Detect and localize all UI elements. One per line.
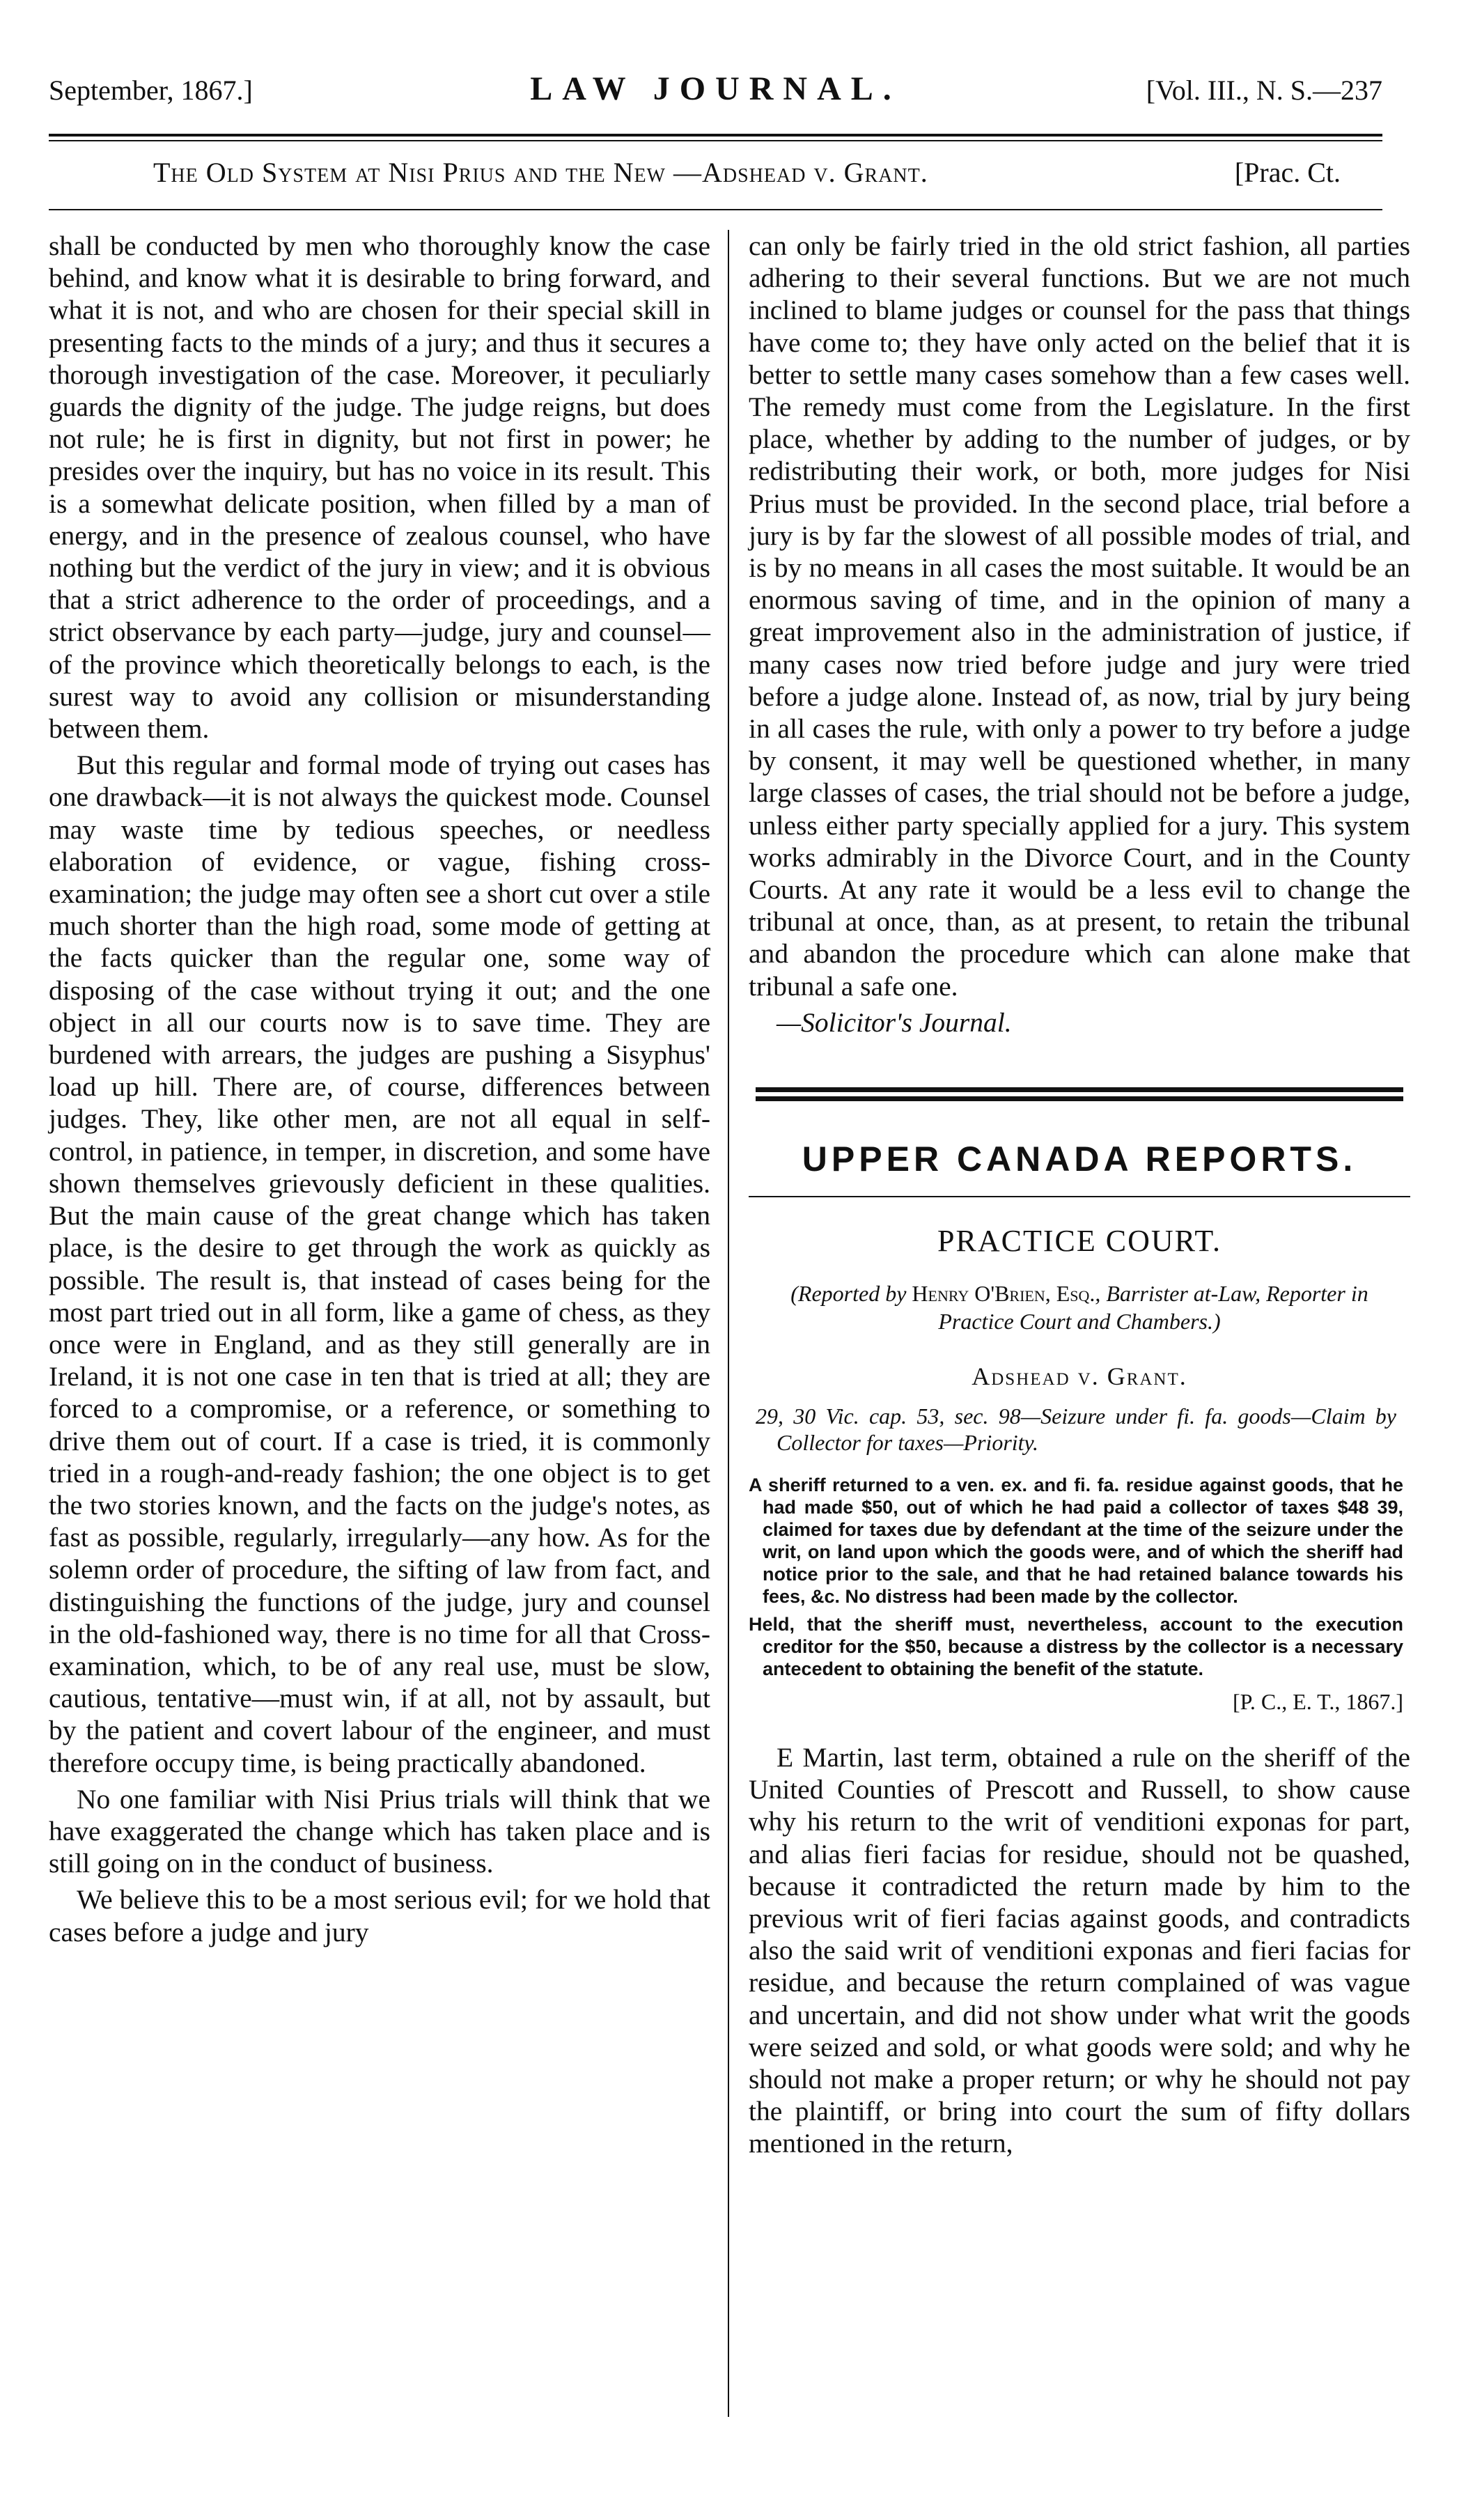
reporter-credit — [763, 1280, 1396, 1335]
statute-headnote: 29, 30 Vic. cap. 53, sec. 98—Seizure under fi. fa. goods—Claim by Collector for taxes—Priority. — [756, 1403, 1396, 1455]
headnote-held: Held, that the sheriff must, nevertheless, account to the execution creditor for the $50, because a distress by the collector is a necessary antecedent to obtaining the benefit of the statute. — [749, 1613, 1403, 1679]
left-paragraph: shall be conducted by men who thoroughly know the case behind, and know what it is desirable to bring forward, and what it is not, and who are chosen for their special skill in presenting facts to the minds of a jury; and thus it secures a thorough investigation of the case. Moreover, it peculiarly guards the dignity of the judge. The judge reigns, but does not rule; he is first in dignity, but not first in power; he presides over the inquiry, but has no voice in its result. This is a somewhat delicate position, when filled by a man of energy, and in the presence of zealous counsel, who have nothing but the verdict of the jury in view; and it is obvious that a strict adherence to the order of proceedings, and a strict observance by each party—judge, jury and counsel—of the province which theoretically belongs to each, is the surest way to avoid any collision or misunderstanding between them. — [49, 231, 710, 745]
header-date: September, 1867.] — [49, 75, 253, 106]
left-paragraph: We believe this to be a most serious evil; for we hold that cases before a judge and jury — [49, 1884, 710, 1947]
right-column — [749, 230, 1410, 2164]
case-citation: [P. C., E. T., 1867.] — [1232, 1688, 1403, 1714]
header-journal-title: LAW JOURNAL. — [530, 70, 901, 107]
header-volume: [Vol. III., N. S.—237 — [1146, 75, 1382, 106]
case-body-paragraph: E Martin, last term, obtained a rule on the sheriff of the United Counties of Prescott and Russell, to show cause why his return to the writ of venditioni exponas for part, and alias fieri facias for residue, should not be quashed, because it contradicted the return made by him to the previous writ of fieri facias against goods, and contradicts also the said writ of venditioni exponas and fieri facias for residue, and because the return complained of was vague and uncertain, and did not show under what writ the goods were seized and sold, or what goods were sold; and why he should not make a proper return; or why he should not pay the plaintiff, or bring into court the sum of fifty dollars mentioned in the return, — [749, 1741, 1410, 2159]
subheader-court: [Prac. Ct. — [1234, 157, 1341, 188]
running-header — [49, 67, 1382, 123]
left-column — [49, 230, 710, 1952]
reporter-prefix: (Reported by — [790, 1281, 912, 1307]
reporter-name: Henry O'Brien, Esq. — [912, 1281, 1095, 1307]
column-divider — [728, 230, 729, 2417]
reporter-suffix: , Barrister at-Law, Reporter in Practice Court and Chambers.) — [938, 1281, 1368, 1335]
section-title: UPPER CANADA REPORTS. — [802, 1140, 1357, 1179]
subheader-title: The Old System at Nisi Prius and the New —Adshead v. Grant. — [153, 157, 928, 188]
right-continuation-paragraph: can only be fairly tried in the old strict fashion, all parties adhering to their several functions. But we are not much inclined to blame judges or counsel for the pass that things have come to; they have only acted on the belief that it is better to settle many cases somehow than a few cases well. The remedy must come from the Legislature. In the first place, whether by adding to the number of judges, or by redistributing their work, or both, more judges for Nisi Prius must be provided. In the second place, trial before a jury is by far the slowest of all possible modes of trial, and is by no means in all cases the most suitable. It would be an enormous saving of time, and in the opinion of many a great improvement also in the administration of justice, if many cases now tried before judge and jury were tried before a judge alone. Instead of, as now, trial by jury being in all cases the rule, with only a power to try before a judge by consent, it may well be questioned whether, in many large classes of cases, the trial should not be before a judge, unless either party specially applied for a jury. This system works admirably in the Divorce Court, and in the County Courts. At any rate it would be a less evil to change the tribunal at once, than, as at present, to retain the tribunal and abandon the procedure which can alone make that tribunal a safe one. — [749, 231, 1410, 1002]
left-paragraph: No one familiar with Nisi Prius trials will think that we have exaggerated the change which has taken place and is still going on in the conduct of business. — [49, 1783, 710, 1879]
article-source: —Solicitor's Journal. — [777, 1006, 1012, 1038]
section-thick-rules — [756, 1087, 1403, 1101]
left-paragraph: But this regular and formal mode of trying out cases has one drawback—it is not always the quickest mode. Counsel may waste time by tedious speeches, or needless elaboration of evidence, or vague, fishing cross-examination; the judge may often see a short cut over a stile much shorter than the high road, some mode of getting at the facts quicker than the regular one, some way of disposing of the case without trying it out; and the one object in all our courts now is to save time. They are burdened with arrears, the judges are pushing a Sisyphus' load up hill. There are, of course, differences between judges. They, like other men, are not all equal in self-control, in patience, in temper, in discretion, and some have shown themselves grievously deficient in these qualities. But the main cause of the great change which has taken place, is the desire to get through the work as quickly as possible. The result is, that instead of cases being for the most part tried out in all form, like a game of chess, as they once were in England, and as they still generally are in Ireland, it is not one case in ten that is tried at all; they are forced to a compromise, or a reference, or something to drive them out of court. If a case is tried, it is commonly tried in a rough-and-ready fashion; the one object is to get the two stories known, and the facts on the judge's notes, as fast as possible, regularly, irregularly—any how. As for the solemn order of procedure, the sifting of law from fact, and distinguishing the functions of the judge, jury and counsel in the old-fashioned way, there is no time for all that Cross-examination, which, to be of any real use, must be slow, cautious, tentative—must win, if at all, not by assault, but by the patient and covert labour of the engineer, and must therefore occupy time, is being practically abandoned. — [49, 749, 710, 1778]
section-rule — [749, 1196, 1410, 1197]
subheader-rule — [49, 209, 1382, 210]
court-title: PRACTICE COURT. — [937, 1224, 1222, 1259]
article-subheader — [49, 152, 1382, 194]
header-double-rule — [49, 134, 1382, 141]
case-title: Adshead v. Grant. — [972, 1362, 1187, 1391]
headnote-paragraph: A sheriff returned to a ven. ex. and fi. fa. residue against goods, that he had made $50, out of which he had paid a collector of taxes $48 39, claimed for taxes due by defendant at the time of the seizure under the writ, on land upon which the goods were, and of which the sheriff had notice prior to the sale, and that he had retained balance towards his fees, &c. No distress had been made by the collector. — [749, 1474, 1403, 1607]
